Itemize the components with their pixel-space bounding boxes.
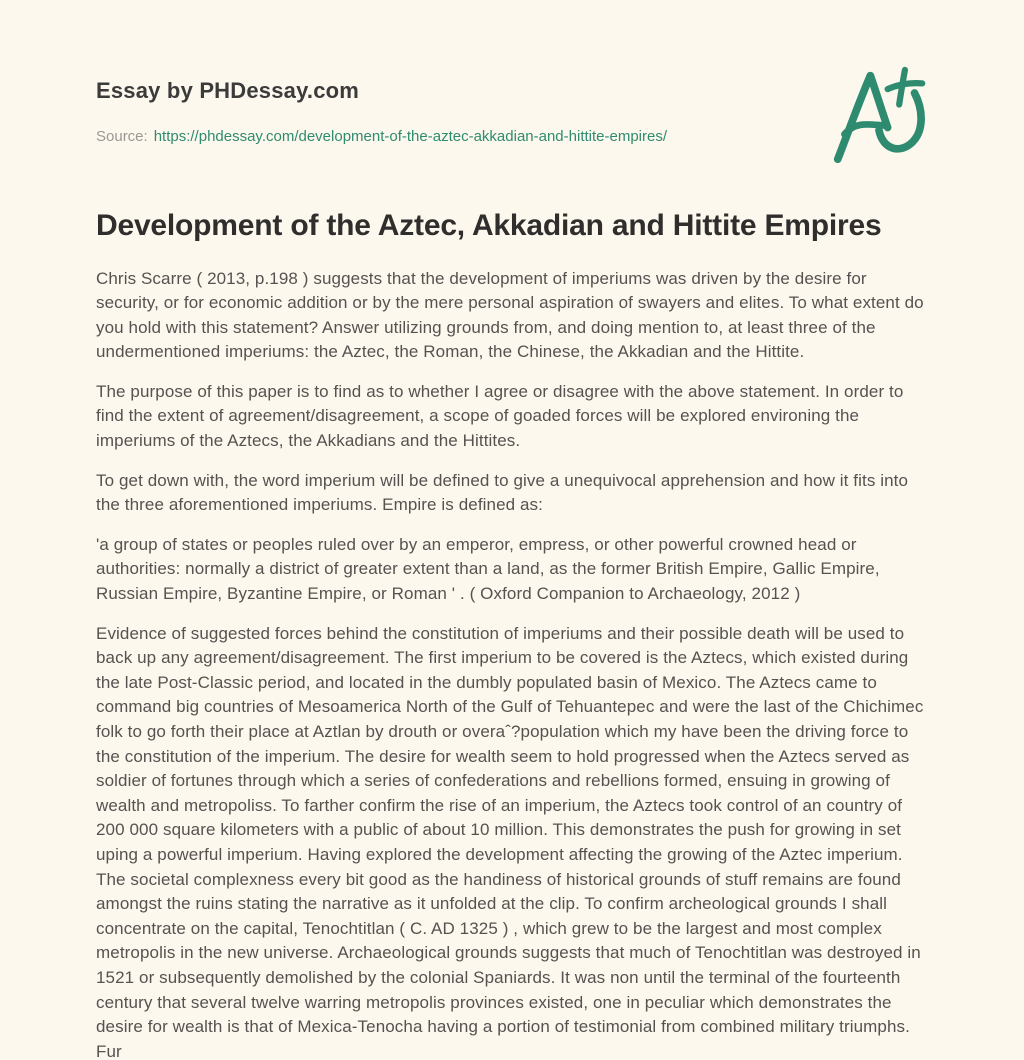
source-label: Source: — [96, 128, 148, 145]
source-line — [96, 128, 929, 145]
essay-paragraph-2: The purpose of this paper is to find as to whether I agree or disagree with the above statement. In order to find the extent of agreement/disagreement, a scope of goaded forces will be explored environing the imperiums of the Aztecs, the Akkadians and the Hittites. — [96, 381, 904, 451]
page-header — [96, 78, 929, 145]
essay-paragraph-quote: 'a group of states or peoples ruled over by an emperor, empress, or other powerful crowned head or authorities: normally a district of greater extent than a land, as the former British Empire, Gallic Empire, Russian Empire, Byzantine Empire, or Roman ' . ( Oxford Companion to Archaeology, 2012 ) — [96, 534, 880, 604]
essay-paragraph-4: Evidence of suggested forces behind the constitution of imperiums and their possible death will be used to back up any agreement/disagreement. The first imperium to be covered is the Aztecs, which existed during the late Post-Classic period, and located in the dumbly populated basin of Mexico. The Aztecs came to command big countries of Mesoamerica North of the Gulf of Tehuantepec and were the last of the Chichimec folk to go forth their place at Aztlan by drouth or overaˆ?population which my have been the driving force to the constitution of the imperium. The desire for wealth seem to hold progressed when the Aztecs served as soldier of fortunes through which a series of confederations and rebellions formed, ensuing in growing of wealth and metropoliss. To farther confirm the rise of an imperium, the Aztecs took control of an country of 200 000 square kilometers with a public of about 10 million. This demonstrates the push for growing in set uping a powerful imperium. Having explored the development affecting the growing of the Aztec imperium. The societal complexness every bit good as the handiness of historical grounds of stuff remains are found amongst the ruins stating the narrative as it unfolded at the clip. To confirm archeological grounds I shall concentrate on the capital, Tenochtitlan ( C. AD 1325 ) , which grew to be the largest and most complex metropolis in the new universe. Archaeological grounds suggests that much of Tenochtitlan was destroyed in 1521 or subsequently demolished by the colonial Spaniards. It was non until the terminal of the fourteenth century that several twelve warring metropolis provinces existed, one in peculiar which demonstrates the desire for wealth is that of Mexica-Tenocha having a portion of testimonial from combined military triumphs. Fur — [96, 623, 924, 1060]
essay-title: Development of the Aztec, Akkadian and Hittite Empires — [96, 209, 882, 242]
source-link[interactable]: https://phdessay.com/development-of-the-aztec-akkadian-and-hittite-empires/ — [153, 128, 668, 145]
essay-paragraph-1: Chris Scarre ( 2013, p.198 ) suggests that the development of imperiums was driven by the desire for security, or for economic addition or by the mere personal aspiration of swayers and elites. To what extent do you hold with this statement? Answer utilizing grounds from, and doing mention to, at least three of the undermentioned imperiums: the Aztec, the Roman, the Chinese, the Akkadian and the Hittite. — [96, 268, 924, 362]
phdessay-a-plus-logo-icon — [831, 62, 927, 170]
brand-title: Essay by PHDessay.com — [96, 78, 360, 103]
essay-paragraph-3: To get down with, the word imperium will be defined to give a unequivocal apprehension and how it fits into the three aforementioned imperiums. Empire is defined as: — [96, 470, 909, 515]
essay-main — [96, 207, 929, 1060]
essay-body — [96, 267, 929, 1060]
